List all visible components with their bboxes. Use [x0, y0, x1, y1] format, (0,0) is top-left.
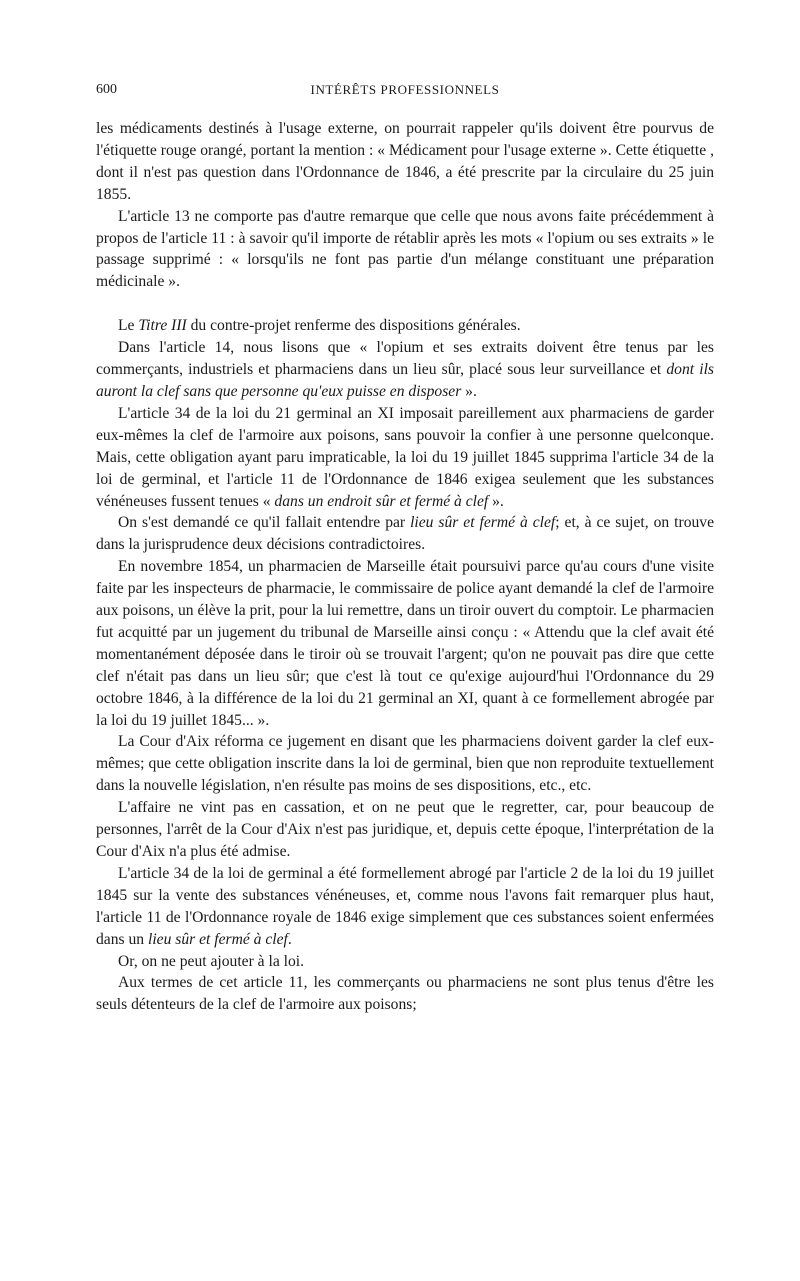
paragraph: [96, 731, 714, 797]
paragraph: [96, 337, 714, 403]
text-run: ; et, à ce sujet, on trouve dans la jurisprudence deux décisions contradictoires.: [96, 514, 714, 554]
paragraph: [96, 206, 714, 294]
paragraph: [96, 118, 714, 206]
text-run: L'article 34 de la loi du 21 germinal an XI imposait pareillement aux pharmaciens de garder eux-mêmes la clef de l'armoire aux poisons, sans pouvoir la confier à une personne quelconque. Mais, cette obligation ayant paru impraticable, la loi du 19 juillet 1845 supprima l'article 34 de la loi de germinal, et l'article 11 de l'Ordonnance de 1846 exigea seulement que les substances vénéneuses fussent tenues «: [96, 404, 714, 510]
paragraph: [96, 403, 714, 513]
paragraph: [96, 972, 714, 1016]
text-run: Dans l'article 14, nous lisons que « l'opium et ses extraits doivent être tenus par les commerçants, industriels et pharmaciens dans un lieu sûr, placé sous leur surveillance et: [96, 339, 714, 379]
body-text: [96, 118, 714, 1016]
text-run: Aux termes de cet article 11, les commerçants ou pharmaciens ne sont plus tenus d'être les seuls détenteurs de la clef de l'armoire aux poisons;: [96, 974, 714, 1014]
text-run: L'article 13 ne comporte pas d'autre remarque que celle que nous avons faite précédemment à propos de l'article 11 : à savoir qu'il importe de rétablir après les mots « l'opium ou ses extraits » le passage supprimé : « lorsqu'ils ne font pas partie d'un mélange constituant une préparation médicinale ».: [96, 207, 714, 291]
italic-run: Titre III: [138, 317, 187, 335]
text-run: Or, on ne peut ajouter à la loi.: [118, 952, 305, 970]
running-title: INTÉRÊTS PROFESSIONNELS: [310, 82, 500, 97]
text-run: du contre-projet renferme des dispositions générales.: [186, 317, 521, 335]
italic-run: lieu sûr et fermé à clef: [410, 514, 556, 532]
paragraph: [96, 512, 714, 556]
text-run: .: [287, 930, 292, 948]
italic-run: lieu sûr et fermé à clef: [147, 930, 288, 948]
text-run: L'article 34 de la loi de germinal a été formellement abrogé par l'article 2 de la loi du 19 juillet 1845 sur la vente des substances vénéneuses, et, comme nous l'avons fait remarquer plus haut, l'article 11 de l'Ordonnance royale de 1846 exige simplement que ces substances soient enfermées dans un: [96, 864, 714, 948]
paragraph: [96, 315, 714, 337]
page-header: [96, 82, 714, 104]
text-run: La Cour d'Aix réforma ce jugement en disant que les pharmaciens doivent garder la clef eux-mêmes; que cette obligation inscrite dans la loi de germinal, bien que non reproduite textuellement dans la nouvelle législation, n'en résulte pas moins de ses dispositions, etc., etc.: [96, 733, 714, 795]
text-run: les médicaments destinés à l'usage externe, on pourrait rappeler qu'ils doivent être pourvus de l'étiquette rouge orangé, portant la mention : « Médicament pour l'usage externe ». Cette étiquette , dont il n'est pas question dans l'Ordonnance de 1846, a été prescrite par la circulaire du 25 juin 1855.: [96, 120, 714, 203]
text-run: L'affaire ne vint pas en cassation, et on ne peut que le regretter, car, pour beaucoup de personnes, l'arrêt de la Cour d'Aix n'est pas juridique, et, depuis cette époque, l'interprétation de la Cour d'Aix n'a plus été admise.: [96, 799, 714, 860]
italic-run: dans un endroit sûr et fermé à clef: [274, 492, 489, 510]
text-run: ».: [488, 492, 504, 510]
text-run: On s'est demandé ce qu'il fallait entendre par: [118, 514, 411, 532]
text-run: ».: [461, 382, 477, 400]
text-run: En novembre 1854, un pharmacien de Marseille était poursuivi parce qu'au cours d'une visite faite par les inspecteurs de pharmacie, le commissaire de police ayant demandé la clef de l'armoire aux poisons, un élève la prit, pour la lui remettre, dans un tiroir ouvert du comptoir. Le pharmacien fut acquitté par un jugement du tribunal de Marseille ainsi conçu : « Attendu que la clef avait été momentanément déposée dans le tiroir où se trouvait l'argent; qu'on ne pouvait pas dire que cette clef n'était pas dans un lieu sûr; que c'est là tout ce qu'exige aujourd'hui l'Ordonnance du 29 octobre 1846, à la différence de la loi du 21 germinal an XI, quant à ce formellement abrogée par la loi du 19 juillet 1845... ».: [96, 558, 714, 729]
paragraph: [96, 556, 714, 731]
paragraph: [96, 863, 714, 951]
text-run: Le: [118, 317, 139, 335]
italic-run: dont ils auront la clef sans que personne qu'eux puisse en disposer: [96, 361, 714, 400]
page-number: 600: [96, 82, 117, 97]
paragraph: [96, 951, 714, 973]
paragraph: [96, 797, 714, 863]
